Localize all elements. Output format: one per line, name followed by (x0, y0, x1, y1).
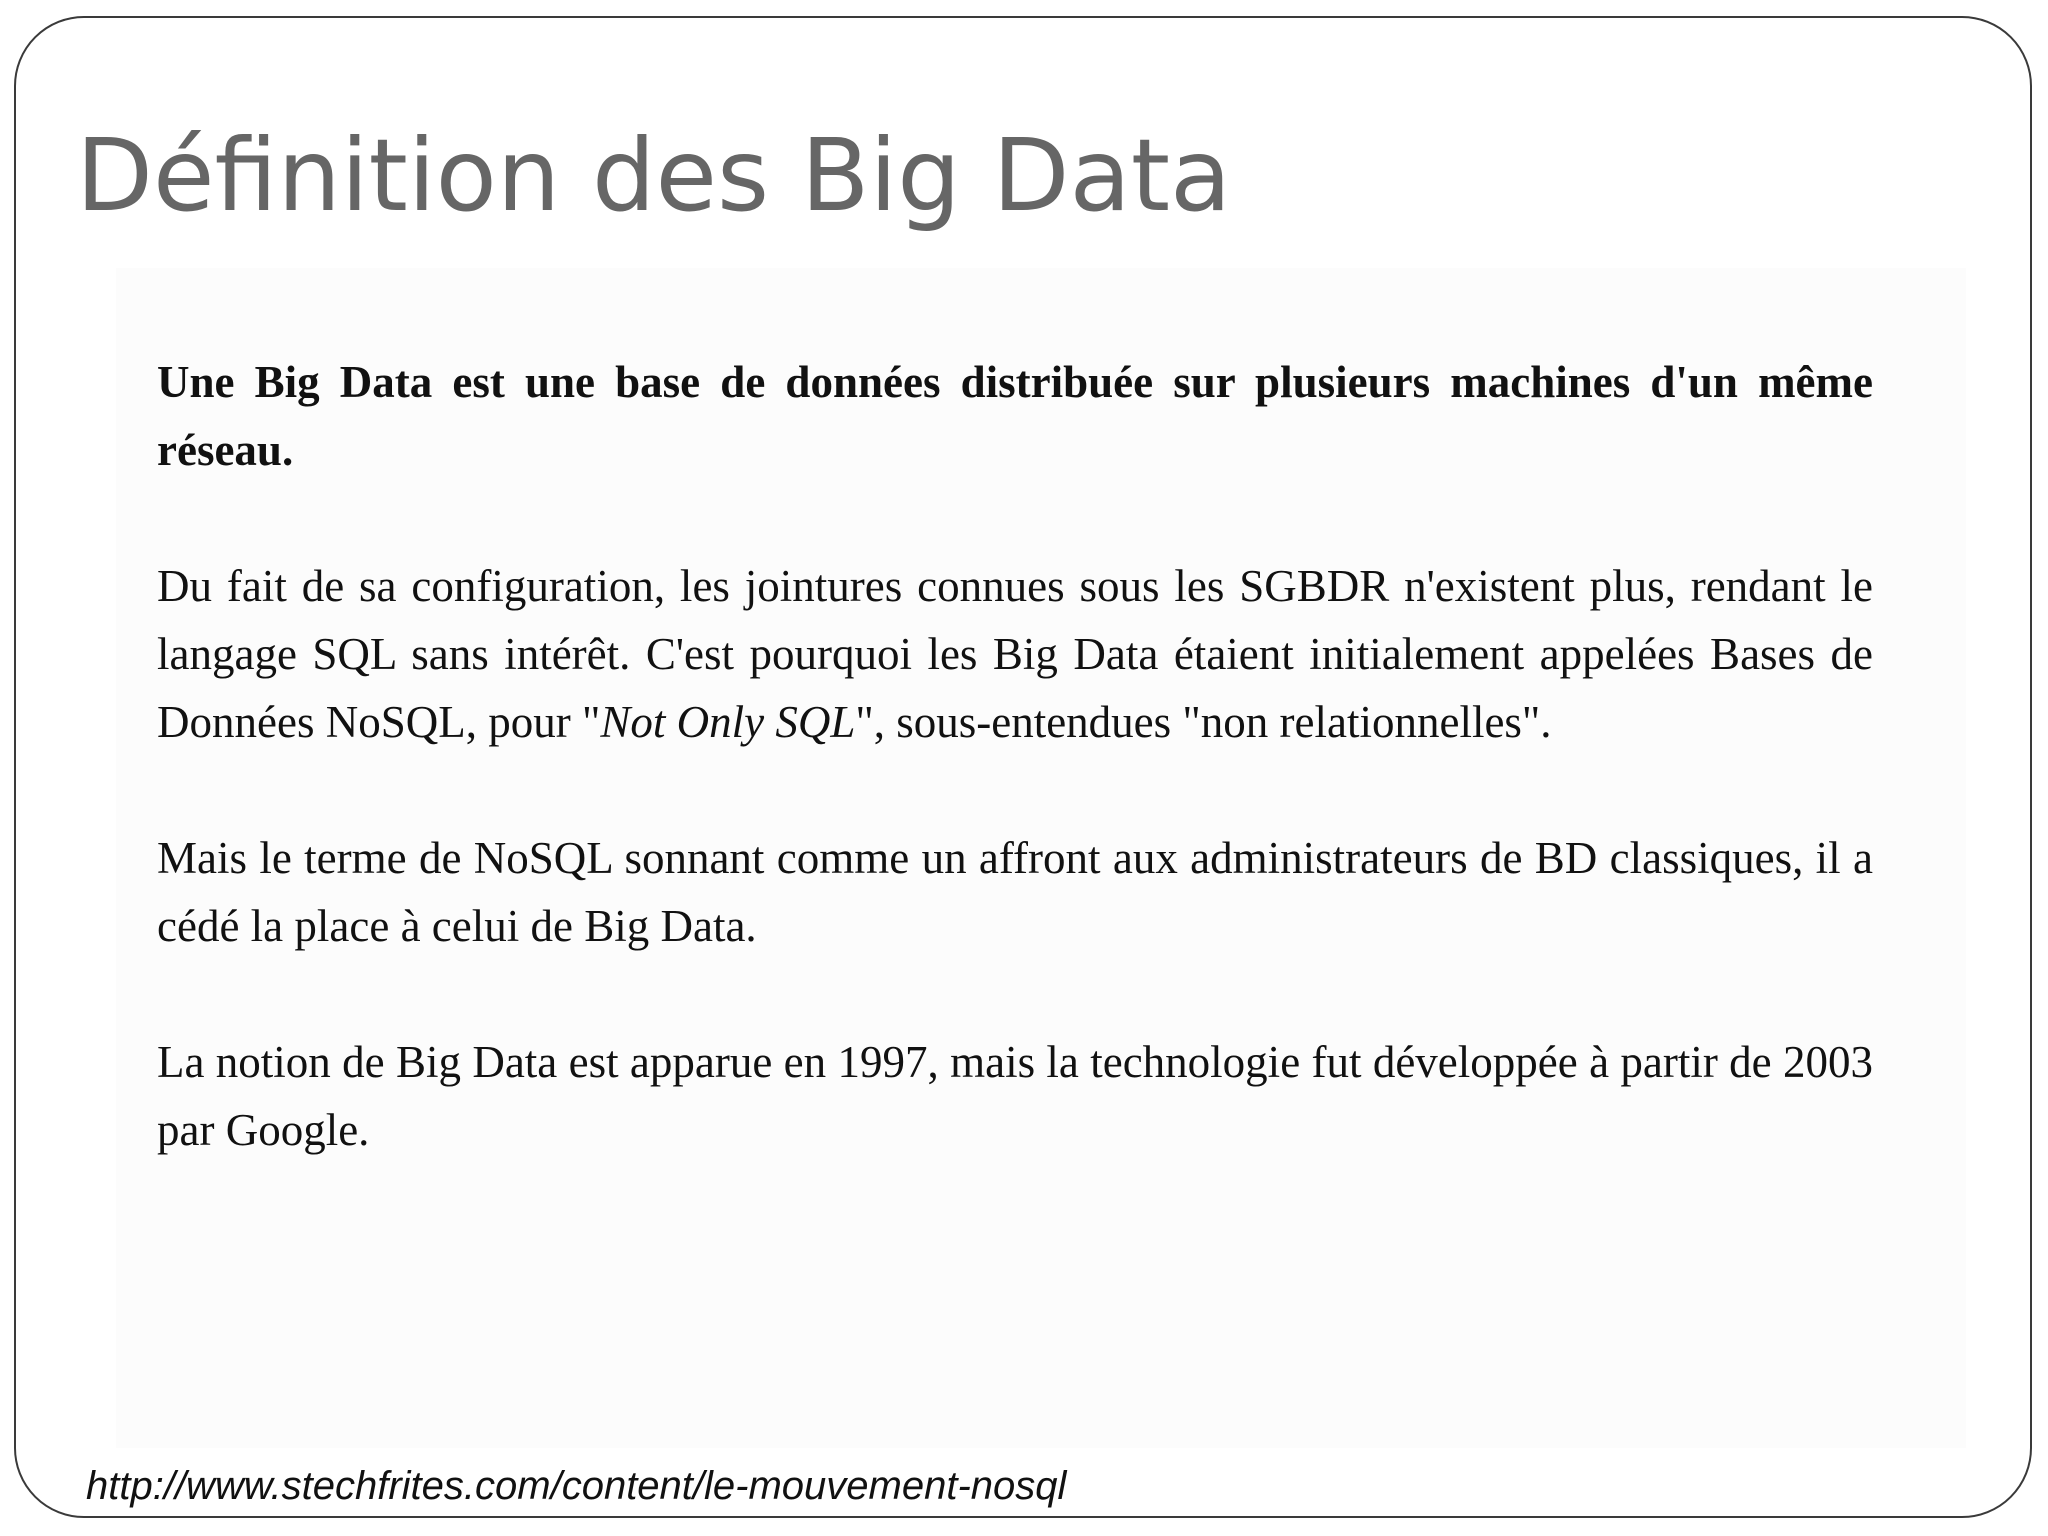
history-paragraph: La notion de Big Data est apparue en 1997, mais la technologie fut développée à partir de 2003 par Google. (157, 1037, 1873, 1155)
source-url: http://www.stechfrites.com/content/le-mouvement-nosql (86, 1464, 1067, 1508)
definition-paragraph: Une Big Data est une base de données distribuée sur plusieurs machines d'un même réseau. (157, 357, 1873, 475)
nosql-paragraph-text-1: Du fait de sa configuration, les jointures connues sous les SGBDR n'existent plus, rendant le langage SQL sans intérêt. C'est pourquoi les Big Data étaient initialement appelées Bases de Données NoSQL, pour " (157, 561, 1873, 747)
slide-body (157, 348, 1873, 1232)
nosql-paragraph (157, 552, 1873, 756)
slide-title: Définition des Big Data (76, 117, 1232, 234)
not-only-sql-emphasis: Not Only SQL (600, 697, 856, 747)
slide-frame (14, 16, 2032, 1518)
nosql-paragraph-text-2: ", sous-entendues "non relationnelles". (855, 697, 1552, 747)
naming-paragraph: Mais le terme de NoSQL sonnant comme un affront aux administrateurs de BD classiques, il a cédé la place à celui de Big Data. (157, 833, 1873, 951)
